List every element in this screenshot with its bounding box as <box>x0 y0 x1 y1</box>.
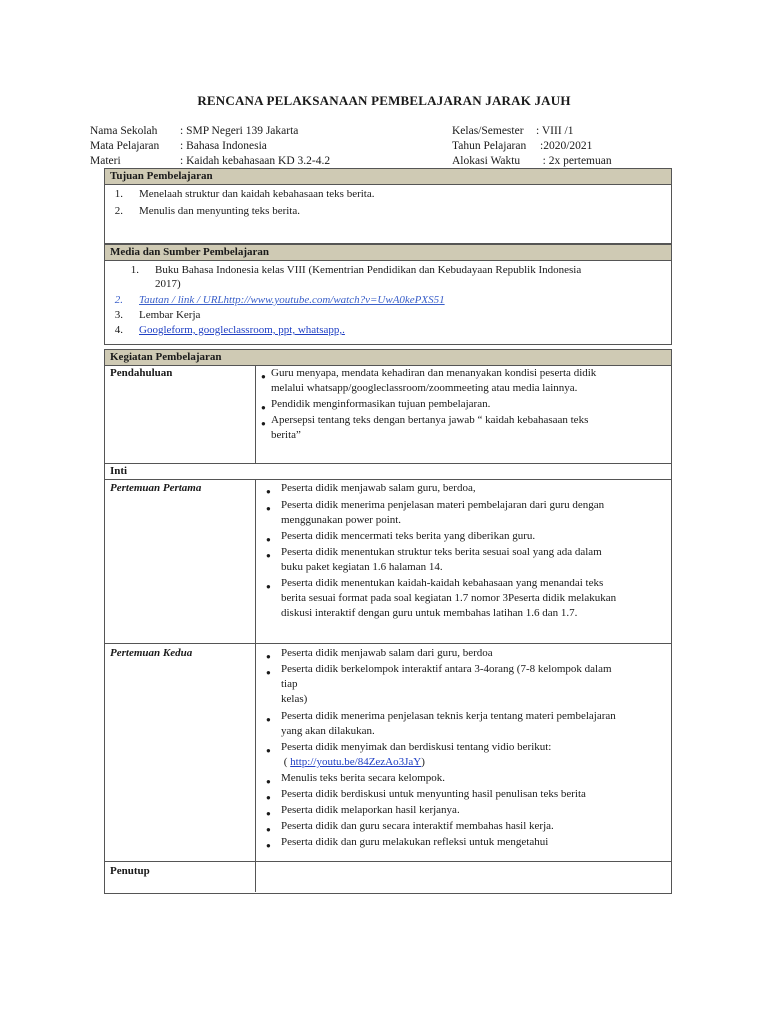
list-number: 3. <box>114 309 123 321</box>
list-item-continuation: kelas) <box>281 693 308 705</box>
list-text: Lembar Kerja <box>139 309 201 321</box>
inti-label: Inti <box>110 465 128 477</box>
list-item: Peserta didik berdiskusi untuk menyunting hasil penulisan teks berita <box>281 788 586 800</box>
list-item: Peserta didik melaporkan hasil kerjanya. <box>281 804 460 816</box>
bullet-icon: ● <box>266 777 271 786</box>
bullet-icon: ● <box>266 551 271 560</box>
list-item: Peserta didik dan guru secara interaktif membahas hasil kerja. <box>281 820 554 832</box>
identity-label: Materi <box>90 155 121 167</box>
tautan-link[interactable]: Tautan / link / URLhttp://www.youtube.com/watch?v=UwA0kePXS51 <box>139 294 445 306</box>
identity-value: : Bahasa Indonesia <box>180 140 267 152</box>
bullet-icon: ● <box>266 504 271 513</box>
kegiatan-header: Kegiatan Pembelajaran <box>105 350 671 366</box>
list-text: Menelaah struktur dan kaidah kebahasaan teks berita. <box>139 188 375 200</box>
link-paren: ) <box>421 756 425 768</box>
identity-label: Mata Pelajaran <box>90 140 160 152</box>
identity-time <box>452 154 612 169</box>
identity-label: Tahun Pelajaran <box>452 140 527 152</box>
identity-material <box>90 154 330 169</box>
bullet-icon: ● <box>266 793 271 802</box>
bullet-icon: ● <box>266 652 271 661</box>
list-item-continuation <box>281 755 425 770</box>
tujuan-section <box>104 168 672 244</box>
list-number: 2. <box>114 294 123 306</box>
pertemuan-pertama-label: Pertemuan Pertama <box>110 482 202 494</box>
bullet-icon: ● <box>266 715 271 724</box>
identity-label: Kelas/Semester <box>452 125 524 137</box>
bullet-icon: ● <box>266 841 271 850</box>
row-divider <box>105 643 671 645</box>
link-paren: ( <box>281 756 291 768</box>
bullet-icon: ● <box>261 403 266 412</box>
list-item-continuation: tiap <box>281 678 298 690</box>
list-item: Menulis teks berita secara kelompok. <box>281 772 446 784</box>
bullet-icon: ● <box>266 668 271 677</box>
column-divider <box>255 480 256 892</box>
list-item-continuation: menggunakan power point. <box>281 514 402 526</box>
list-item: Peserta didik dan guru melakukan refleksi untuk mengetahui <box>281 836 549 848</box>
identity-class <box>452 124 573 139</box>
list-text: Menulis dan menyunting teks berita. <box>139 205 300 217</box>
penutup-label: Penutup <box>110 865 150 877</box>
pertemuan-kedua-label: Pertemuan Kedua <box>110 647 193 659</box>
row-divider <box>105 861 671 863</box>
media-section <box>104 244 672 345</box>
list-item-continuation: melalui whatsapp/googleclassroom/zoommeeting atau media lainnya. <box>271 382 578 394</box>
media-header: Media dan Sumber Pembelajaran <box>105 245 671 261</box>
identity-value: :2020/2021 <box>540 140 593 152</box>
list-item-continuation: yang akan dilakukan. <box>281 725 375 737</box>
list-item: Peserta didik berkelompok interaktif antara 3-4orang (7-8 kelompok dalam <box>281 663 612 675</box>
document-title: RENCANA PELAKSANAAN PEMBELAJARAN JARAK JAUH <box>197 93 571 108</box>
list-text: 2017) <box>155 278 181 290</box>
list-item: Peserta didik menerima penjelasan teknis kerja tentang materi pembelajaran <box>281 710 616 722</box>
list-text: Buku Bahasa Indonesia kelas VIII (Kementrian Pendidikan dan Kebudayaan Republik Indonesia <box>155 264 582 276</box>
tujuan-header: Tujuan Pembelajaran <box>105 169 671 185</box>
kegiatan-table <box>104 349 672 894</box>
list-number: 4. <box>114 324 123 336</box>
identity-school <box>90 124 298 139</box>
list-item: Peserta didik menyimak dan berdiskusi tentang vidio berikut: <box>281 741 552 753</box>
identity-value: : VIII /1 <box>536 125 574 137</box>
inti-row <box>105 463 671 480</box>
list-item-continuation: berita” <box>271 429 301 441</box>
identity-label: Alokasi Waktu <box>452 155 521 167</box>
identity-value: : 2x pertemuan <box>534 155 612 167</box>
identity-value: : SMP Negeri 139 Jakarta <box>180 125 299 137</box>
list-item: Peserta didik menjawab salam guru, berdoa, <box>281 482 476 494</box>
list-item-continuation: berita sesuai format pada soal kegiatan 1.7 nomor 3Peserta didik melakukan <box>281 592 617 604</box>
identity-label: Nama Sekolah <box>90 125 158 137</box>
list-item: Peserta didik menentukan struktur teks berita sesuai soal yang ada dalam <box>281 546 602 558</box>
list-item: Peserta didik mencermati teks berita yang diberikan guru. <box>281 530 536 542</box>
bullet-icon: ● <box>266 487 271 496</box>
list-item: Guru menyapa, mendata kehadiran dan menanyakan kondisi peserta didik <box>271 367 597 379</box>
list-item-continuation: diskusi interaktif dengan guru untuk membahas latihan 1.6 dan 1.7. <box>281 607 578 619</box>
youtube-link[interactable]: http://youtu.be/84ZezAo3JaY <box>290 756 422 768</box>
bullet-icon: ● <box>266 582 271 591</box>
list-item: Peserta didik menentukan kaidah-kaidah kebahasaan yang menandai teks <box>281 577 604 589</box>
column-divider <box>255 366 256 463</box>
list-item-continuation: buku paket kegiatan 1.6 halaman 14. <box>281 561 443 573</box>
identity-subject <box>90 139 267 154</box>
identity-value: : Kaidah kebahasaan KD 3.2-4.2 <box>180 155 331 167</box>
identity-year <box>452 139 592 154</box>
bullet-icon: ● <box>266 809 271 818</box>
bullet-icon: ● <box>261 372 266 381</box>
bullet-icon: ● <box>266 746 271 755</box>
list-number: 2. <box>114 205 123 217</box>
list-item: Peserta didik menjawab salam dari guru, berdoa <box>281 647 493 659</box>
pendahuluan-label: Pendahuluan <box>110 367 173 379</box>
list-item: Apersepsi tentang teks dengan bertanya jawab “ kaidah kebahasaan teks <box>271 414 589 426</box>
bullet-icon: ● <box>266 535 271 544</box>
list-number: 1. <box>130 264 139 276</box>
list-item: Pendidik menginformasikan tujuan pembelajaran. <box>271 398 491 410</box>
list-item: Peserta didik menerima penjelasan materi pembelajaran dari guru dengan <box>281 499 605 511</box>
tools-link[interactable]: Googleform, googleclassroom, ppt, whatsapp,. <box>139 324 345 336</box>
bullet-icon: ● <box>266 825 271 834</box>
bullet-icon: ● <box>261 419 266 428</box>
list-number: 1. <box>114 188 123 200</box>
